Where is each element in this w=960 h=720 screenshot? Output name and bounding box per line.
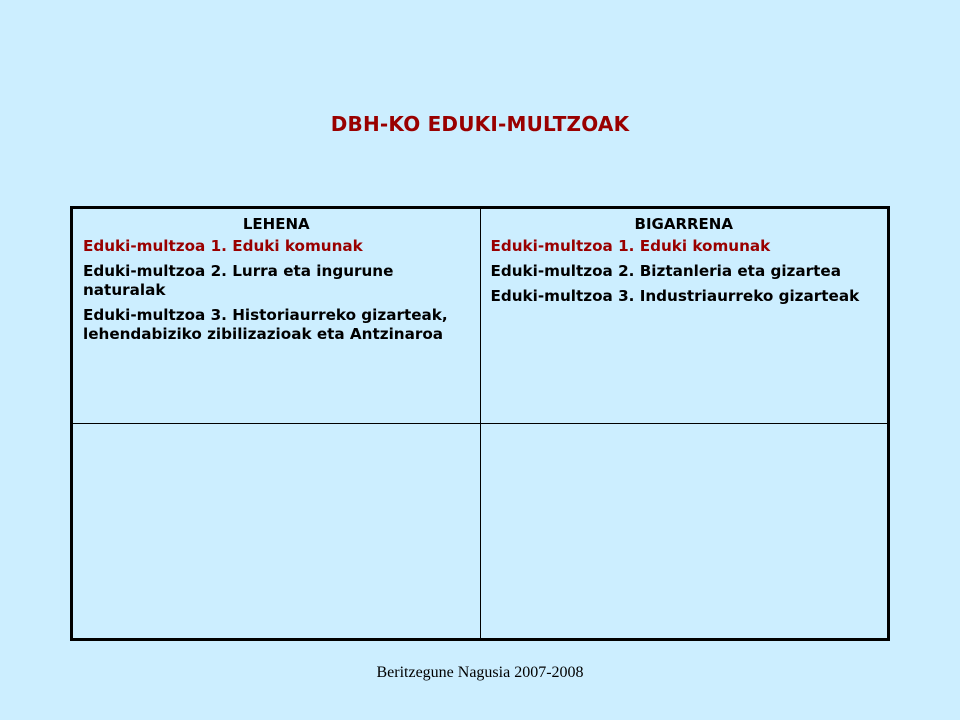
table-cell-lehena bbox=[72, 208, 481, 424]
list-item: Eduki-multzoa 2. Lurra eta ingurune naturalak bbox=[83, 262, 394, 299]
table-row bbox=[72, 424, 889, 640]
content-table bbox=[70, 206, 890, 641]
table-cell-empty-right bbox=[480, 424, 889, 640]
column-heading-bigarrena: BIGARRENA bbox=[634, 215, 733, 233]
page-title: DBH-KO EDUKI-MULTZOAK bbox=[330, 112, 630, 136]
table-cell-bigarrena bbox=[480, 208, 889, 424]
list-item: Eduki-multzoa 1. Eduki komunak bbox=[83, 237, 363, 255]
table-row bbox=[72, 208, 889, 424]
table-cell-empty-left bbox=[72, 424, 481, 640]
list-item: Eduki-multzoa 2. Biztanleria eta gizartea bbox=[490, 262, 841, 280]
footer-text: Beritzegune Nagusia 2007-2008 bbox=[376, 664, 584, 681]
column-heading-lehena: LEHENA bbox=[242, 215, 310, 233]
list-item: Eduki-multzoa 3. Industriaurreko gizarteak bbox=[490, 287, 860, 305]
list-item: Eduki-multzoa 1. Eduki komunak bbox=[490, 237, 771, 255]
list-item: Eduki-multzoa 3. Historiaurreko gizarteak, lehendabiziko zibilizazioak eta Antzinaroa bbox=[83, 306, 448, 343]
